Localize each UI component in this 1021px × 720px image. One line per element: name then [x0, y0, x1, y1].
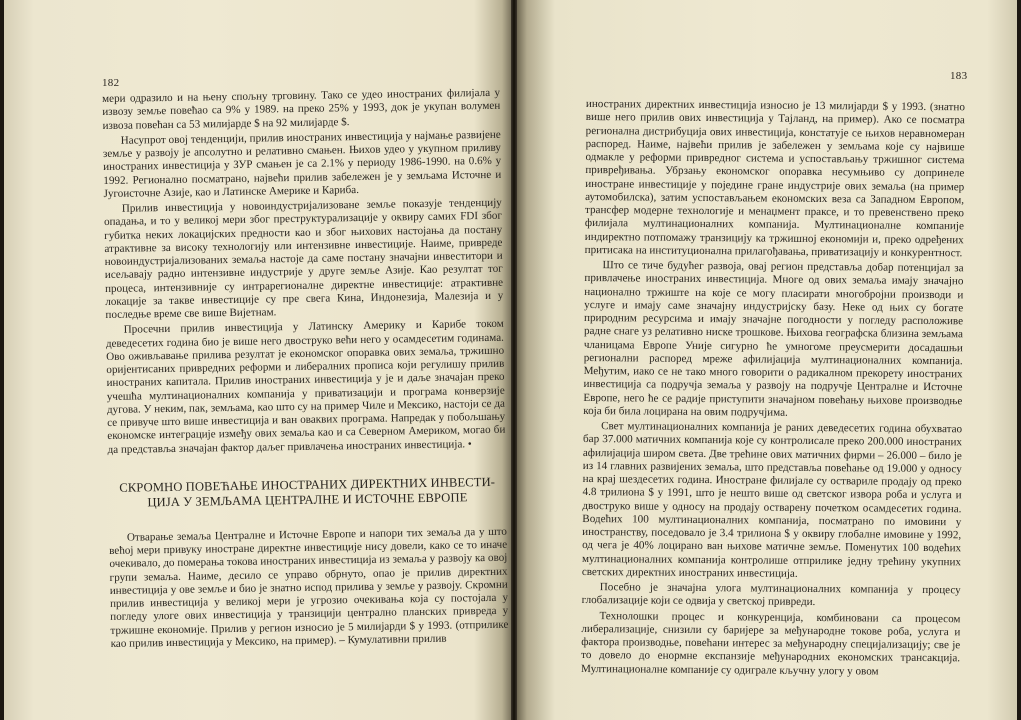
- paragraph: Што се тиче будућег развоја, овај регион представља добар потенцијал за привлачење иностраних инвестиција. Многе од ових земаља имају значајно национално тржиште на које се могу пласирати многобројни производи и услуге и имају саме значајну индустријску базу. Неке од њих су богате природним ресурсима и имају значајне погодности у погледу расположиве радне снаге уз релативно ниске трошкове. Њихова географска близина земљама чланицама Европе Уније сигурно ће умногоме преусмерити досадашњи регионални распоред мреже афилијација мултинационалних компанија. Међутим, иако се не тако много говорити о радикалном прекорету иностраних инвестиција са подручја земаља у развоју на подручје Централне и Источне Европе, него ће се радије приступити значајном повећању њихове производње која би била лоцирана на овим подручјима.: [583, 259, 964, 419]
- paragraph: Посебно је значајна улога мултинационалних компанија у процесу глобализације који се одвија у светској привреди.: [581, 581, 961, 609]
- paragraph: Технолошки процес и конкуренција, комбиновани са процесом либерализације, снизили су баријере за међународне токове роба, услуга и фактора производње, повећани интерес за међународну специјализацију; све је то довело до енормне експанзије међународних економских трансакција. Мултинационалне компаније су одиграле кључну улогу у овом: [580, 609, 961, 678]
- left-page: [4, 0, 511, 720]
- section-heading: [108, 474, 506, 511]
- page-number: 183: [950, 70, 968, 82]
- paragraph: Прилив инвестиција у новоиндустријализоване земље показује тенденцију опадања, и то у великој мери због преструктурализације у оквиру самих FDI због губитка неких локацијских предности као и због њихових настојања да постану атрактивне за високу технологију или интензивне инвестиције. Наиме, привреде новоиндустријализованих земаља настоје да саме постану значајни инвеститори и исељавају радно интензивне индустрије у друге земље Азије. Као резултат тог процеса, интензивније су интрарегионалне директне инвестиције: атрактивне локације за такве инвестиције су пре свега Кина, Индонезија, Малезија и у последње време све више Вијетнам.: [103, 196, 504, 321]
- left-text-column: [102, 87, 509, 653]
- section-heading-line-1: СКРОМНО ПОВЕЋАЊЕ ИНОСТРАНИХ ДИРЕКТНИХ ИНВЕСТИ-: [119, 474, 496, 495]
- book-spread: [4, 0, 1017, 720]
- right-page: [517, 0, 1017, 720]
- paragraph: иностраних директних инвестиција износио је 13 милијарди $ у 1993. (знатно више него прилив ових инвестиција у Тајланд, на пример). Ако се посматра регионална дистрибуција ових инвестиција, констатује се њихов неравномеран распоред. Наиме, највећи прилив је забележен у земљама које су највише одмакле у реформи привредног система и успостављању тржишног система привређивања. Убрзању економског опоравка несумњиво су допринеле иностране инвестиције у појединe гране индустрије ових земаља (на пример аутомобилска), затим успостављањем економских веза са Западном Европом, трансфер модерне технологије и менаџмент праксе, и то превенствено преко филијала мултинационалних компанија. Мултинационалне компаније индиректно потпомажу транзицију ка тржишној економији и, преко одређених притисака на институционална прилагођавања, приватизацију и конкурентност.: [584, 98, 965, 260]
- paragraph: Отварање земаља Централне и Источне Европе и напори тих земаља да у што већој мери привуку иностране директне инвестиције нису довели, како се то иначе очекивало, до померања токова иностраних инвестиција из земаља у развоју ка овој групи земаља. Наиме, десило се управо обрнуто, опао је прилив директних инвестиција у ове земље и био је знатно испод прилива у земље у развоју. Скромни прилив инвестиција у великој мери је угрозио очекивања која су постојала у погледу улоге ових инвестиција у транзицији централно планских привреда у тржишне економије. Прилив у регион износио је 5 милијарди $ у 1993. (отприлике као прилив инвестиција у Мексико, на пример). – Кумулативни прилив: [109, 525, 509, 650]
- paragraph: мери одразило и на њену спољну трговину. Тако се удео иностраних филијала у извозу земље повећао са 9% у 1989. на преко 25% у 1993, док је укупан волумен извоза повећан са 53 милијарде $ на 92 милијарде $.: [102, 86, 501, 132]
- paragraph: Свет мултинационалних компанија је раних деведесетих година обухватао бар 37.000 матичних компанија које су контролисале преко 200.000 иностраних афилијација широм света. Две трећине ових матичних фирми – 26.000 – било је из 14 главних развијених земаља, што представља повећање од 19.000 у односу на крај шездесетих година. Иностране филијале су остварилe продају од преко 4.8 трилиона $ у 1991, што је нешто више од светског извора роба и услуга и двоструко више у односу на продају остварену почетком осамдесетих година. Водећих 100 мултинационалних компанија, посматрано по имовини у иностранству, поседовало је 3.4 трилиона $ у оквиру глобалне имовине у 1992, од чега је 40% лоцирано ван њихове матичне земље. Поменутих 100 водећих мултинационалних компанија контролише отприлике једну трећину укупних светских директних иностраних инвестиција.: [581, 420, 963, 580]
- section-heading-line-2: ЦИЈА У ЗЕМЉАМА ЦЕНТРАЛНЕ И ИСТОЧНЕ ЕВРОПЕ: [147, 490, 468, 510]
- right-text-column: [581, 98, 965, 681]
- page-number: 182: [102, 77, 120, 89]
- paragraph: Просечни прилив инвестиција у Латинску Америку и Карибе током деведесетих година био је више него двоструко већи него у осамдесетим годинама. Ово оживљавање прилива резултат је економског опоравка ових земаља, тржишно оријентисаних привредних реформи и либералних прописа који регулишу прилив иностраних капитала. Прилив иностраних инвестиција у је и даље значајан преко учешћа мултинационалних компанија у приватизацији и програма конверзије дугова. У неким, пак, земљама, као што су на пример Чиле и Мексико, настоји се да се привуче што више инвестиција и ван оваквих програма. Напредак у побољшању економске интеграције између ових земаља као и са Северном Америком, могао би да представља значајан фактор даљег привлачења иностраних инвестиција. •: [105, 317, 506, 456]
- paragraph: Насупрот овој тенденцији, прилив иностраних инвестиција у најмање развијене земље у развоју је апсолутно и релативно смањен. Њихов удео у укупном приливу иностраних инвестиција у ЗУР смањен је са 2.1% у периоду 1986-1990. на 0.6% у 1992. Регионално посматрано, највећи прилив забележен је у земљама Источне и Југоисточне Азије, као и Латинске Америке и Кариба.: [102, 128, 502, 200]
